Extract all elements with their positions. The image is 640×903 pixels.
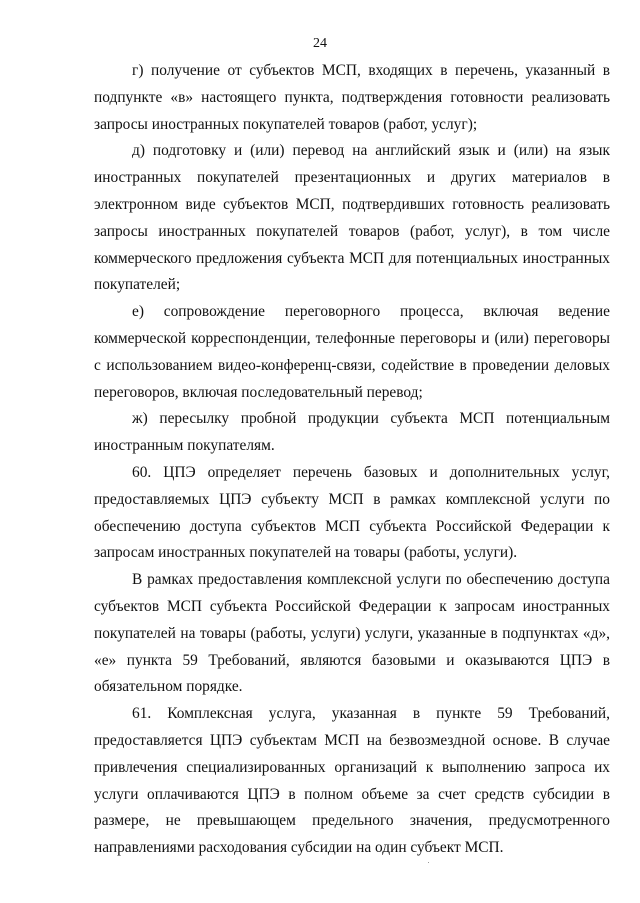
paragraph-item-zh: ж) пересылку пробной продукции субъекта МСП потенциальным иностранным покупателям. [94, 410, 610, 455]
paragraph-item-d: д) подготовку и (или) перевод на английский язык и (или) на язык иностранных покупателей презентационных и других материалов в электронном виде субъектов МСП, подтвердивших готовность реализовать запросы иностранных покупателей товаров (работ, услуг), в том числе коммерческого предложения субъекта МСП для потенциальных иностранных покупателей; [94, 142, 610, 294]
paragraph-item-g: г) получение от субъектов МСП, входящих в перечень, указанный в подпункте «в» настоящего пункта, подтверждения готовности реализовать запросы иностранных покупателей товаров (работ, услуг); [94, 62, 610, 133]
document-body [94, 58, 610, 862]
paragraph-clause-61: 61. Комплексная услуга, указанная в пункте 59 Требований, предоставляется ЦПЭ субъектам МСП на безвозмездной основе. В случае привлечения специализированных организаций к выполнению запроса их услуги оплачиваются ЦПЭ в полном объеме за счет средств субсидии в размере, не превышающем предельного значения, предусмотренного направлениями расходования субсидии на один субъект МСП. [94, 705, 610, 857]
paragraph-item-e: е) сопровождение переговорного процесса, включая ведение коммерческой корреспонденции, телефонные переговоры и (или) переговоры с использованием видео-конференц-связи, содействие в проведении деловых переговоров, включая последовательный перевод; [94, 303, 610, 401]
paragraph-clause-60: 60. ЦПЭ определяет перечень базовых и дополнительных услуг, предоставляемых ЦПЭ субъекту МСП в рамках комплексной услуги по обеспечению доступа субъектов МСП субъекта Российской Федерации к запросам иностранных покупателей на товары (работы, услуги). [94, 463, 610, 562]
scan-speck [428, 862, 429, 863]
page-number: 24 [313, 36, 327, 51]
paragraph-clause-60-continued: В рамках предоставления комплексной услуги по обеспечению доступа субъектов МСП субъекта Российской Федерации к запросам иностранных покупателей на товары (работы, услуги) услуги, указанные в подпунктах «д», «е» пункта 59 Требований, являются базовыми и оказываются ЦПЭ в обязательном порядке. [94, 571, 610, 696]
